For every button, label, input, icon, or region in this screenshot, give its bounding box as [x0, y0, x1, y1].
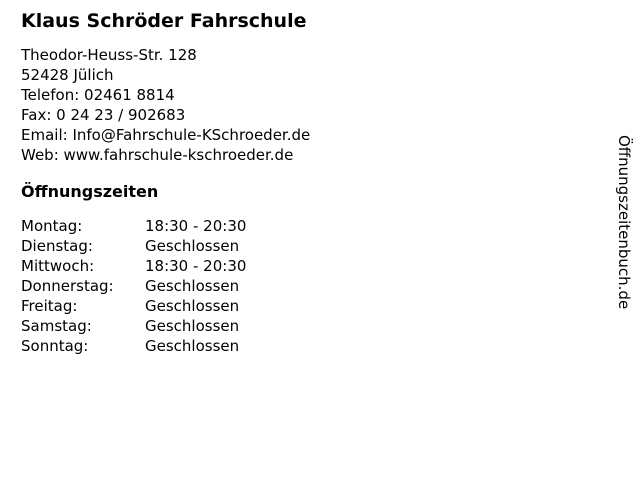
hours-value: Geschlossen [145, 317, 240, 335]
phone-line: Telefon: 02461 8814 [21, 86, 175, 104]
hours-table [21, 216, 600, 356]
hours-day-label: Donnerstag: [21, 277, 114, 295]
hours-day-label: Montag: [21, 217, 83, 235]
contact-block [21, 45, 600, 165]
hours-day-label: Samstag: [21, 317, 92, 335]
hours-row-tuesday [21, 236, 600, 256]
hours-row-thursday [21, 276, 600, 296]
hours-day-label: Dienstag: [21, 237, 93, 255]
hours-row-monday [21, 216, 600, 236]
hours-day-label: Mittwoch: [21, 257, 95, 275]
hours-day-label: Sonntag: [21, 337, 89, 355]
address-street: Theodor-Heuss-Str. 128 [21, 46, 197, 64]
hours-value: Geschlossen [145, 277, 240, 295]
hours-row-wednesday [21, 256, 600, 276]
hours-row-sunday [21, 336, 600, 356]
email-line: Email: Info@Fahrschule-KSchroeder.de [21, 126, 311, 144]
hours-value: 18:30 - 20:30 [145, 217, 247, 235]
fax-line: Fax: 0 24 23 / 902683 [21, 106, 186, 124]
watermark-vertical-text: Öffnungszeitenbuch.de [615, 135, 633, 310]
hours-value: Geschlossen [145, 297, 240, 315]
hours-heading: Öffnungszeiten [21, 182, 159, 201]
web-line: Web: www.fahrschule-kschroeder.de [21, 146, 294, 164]
hours-row-friday [21, 296, 600, 316]
hours-value: Geschlossen [145, 237, 240, 255]
hours-value: Geschlossen [145, 337, 240, 355]
hours-day-label: Freitag: [21, 297, 78, 315]
page-title: Klaus Schröder Fahrschule [21, 10, 307, 32]
hours-row-saturday [21, 316, 600, 336]
address-city: 52428 Jülich [21, 66, 114, 84]
hours-value: 18:30 - 20:30 [145, 257, 247, 275]
